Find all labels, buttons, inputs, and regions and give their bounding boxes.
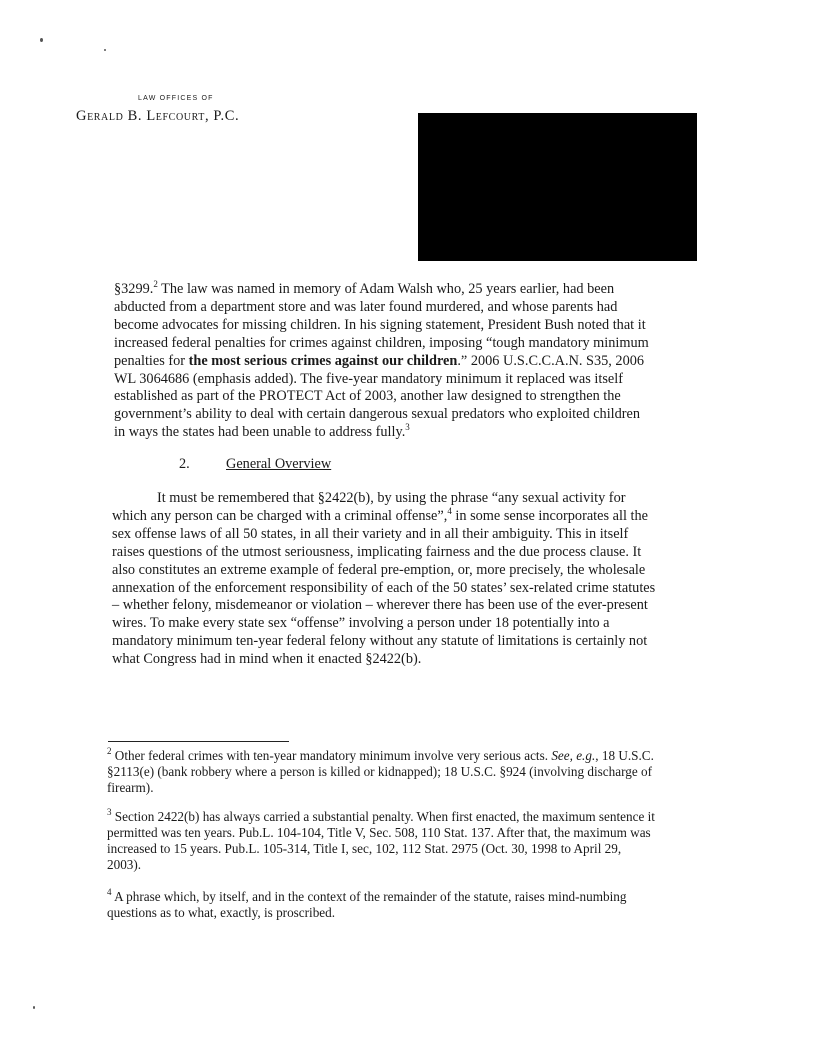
footnote-marker: 3	[107, 807, 112, 817]
body-paragraph-2: It must be remembered that §2422(b), by using the phrase “any sexual activity for which any person can be charged with a criminal offense”,$^4$ in some sense incorporates all the sex offense laws of all 50 states, in all their variety and in all their ambiguity. This in itself raises questions of the utmost seriousness, implicating fairness and the due process clause. It also constitutes an extreme example of federal pre-emption, or, more precisely, the wholesale annexation of the enforcement responsibility of each of the 50 states’ sex-related crime statutes – whether felony, misdemeanor or violation – wherever there has been use of the ever-present wires. To make every state sex “offense” involving a person under 18 potentially into a mandatory minimum ten-year federal felony without any statute of limitations is certainly not what Congress had in mind when it enacted §2422(b).	[112, 490, 656, 668]
footnote-3: $^3$ Section 2422(b) has always carried a substantial penalty. When first enacted, the maximum sentence it permitted was ten years. Pub.L. 104-104, Title V, Sec. 508, 110 Stat. 137. After that, the maximum was increased to 15 years. Pub.L. 105-314, Title I, sec, 102, 112 Stat. 2975 (Oct. 30, 1998 to April 29, 2003).	[107, 807, 655, 872]
footnote-ref-4: 4	[447, 505, 452, 516]
scan-speck	[104, 49, 106, 51]
letterhead-label: LAW OFFICES OF	[138, 95, 214, 102]
section-number: 2.	[179, 456, 190, 472]
footnote-2: $^2$ Other federal crimes with ten-year mandatory minimum involve very serious acts. See, e.g., 18 U.S.C. §2113(e) (bank robbery where a person is killed or kidnapped); 18 U.S.C. §924 (involving discharge of firearm).	[107, 746, 654, 795]
footnote-marker: 2	[107, 746, 112, 756]
footnote-4: $^4$ A phrase which, by itself, and in the context of the remainder of the statute, raises mind-numbing questions as to what, exactly, is proscribed.	[107, 887, 627, 920]
letterhead-firm-name: Gerald B. Lefcourt, P.C.	[76, 108, 240, 124]
section-title: General Overview	[226, 456, 332, 472]
body-paragraph-1: §3299.$^2$ The law was named in memory of Adam Walsh who, 25 years earlier, had been abducted from a department store and was later found murdered, and whose parents had become advocates for missing children. In his signing statement, President Bush noted that it increased federal penalties for crimes against children, imposing “tough mandatory minimum penalties for the most serious crimes against our children.” 2006 U.S.C.C.A.N. S35, 2006 WL 3064686 (emphasis added). The five-year mandatory minimum it replaced was itself established as part of the PROTECT Act of 2003, another law designed to strengthen the government’s ability to deal with certain dangerous sexual predators who exploited children in ways the states had been unable to address fully.$^3$	[114, 279, 649, 441]
scan-speck	[33, 1006, 35, 1009]
footnote-divider	[108, 741, 289, 742]
scan-speck	[40, 38, 43, 42]
footnote-marker: 4	[107, 887, 112, 897]
emphasis-text: the most serious crimes against our children	[188, 352, 458, 369]
footnote-ref-2: 2	[153, 279, 158, 289]
footnote-ref-3: 3	[405, 422, 410, 433]
redaction-block	[418, 113, 697, 261]
